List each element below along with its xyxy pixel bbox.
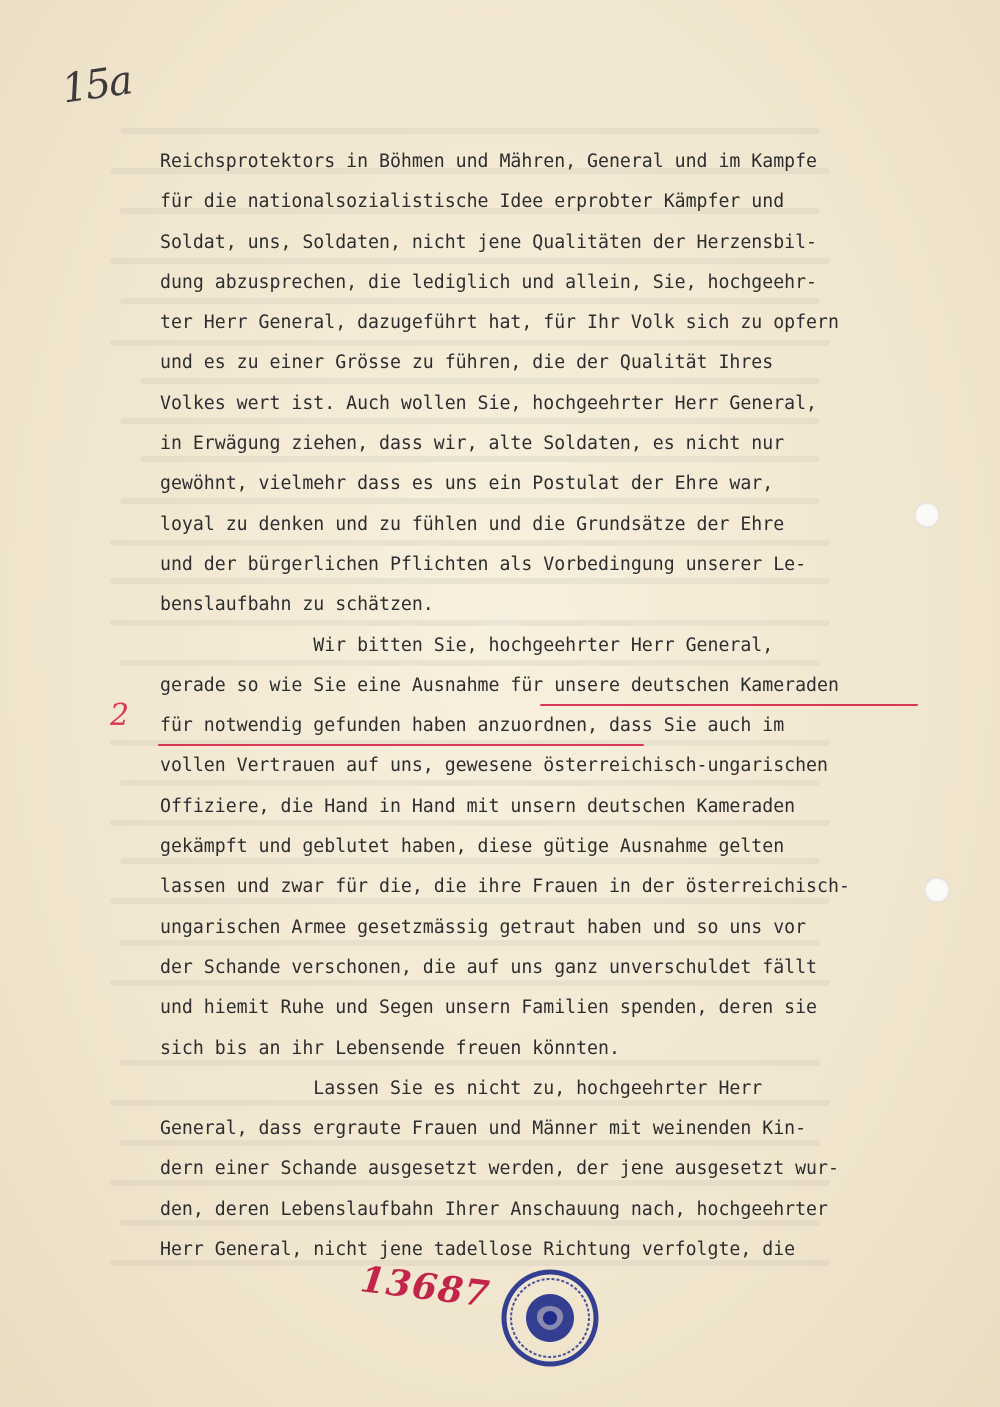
text-line: der Schande verschonen, die auf uns ganz unverschuldet fällt (160, 956, 817, 978)
text-line: vollen Vertrauen auf uns, gewesene österreichisch-ungarischen (160, 755, 828, 777)
text-line: lassen und zwar für die, die ihre Frauen in der österreichisch- (160, 876, 850, 898)
text-line: Offiziere, die Hand in Hand mit unsern deutschen Kameraden (160, 795, 796, 817)
text-line: für notwendig gefunden haben anzuordnen, dass Sie auch im (160, 715, 785, 737)
text-line: den, deren Lebenslaufbahn Ihrer Anschauung nach, hochgeehrter (160, 1198, 828, 1220)
text-line: Soldat, uns, Soldaten, nicht jene Qualitäten der Herzensbil- (160, 231, 817, 253)
folio-note: 15a (59, 57, 134, 113)
text-line: gekämpft und geblutet haben, diese gütige Ausnahme gelten (160, 836, 785, 858)
punch-hole-lower (924, 877, 950, 903)
text-line: Herr General, nicht jene tadellose Richtung verfolgte, die (160, 1239, 796, 1261)
text-line: ungarischen Armee gesetzmässig getraut haben und so uns vor (160, 916, 807, 938)
text-line: Wir bitten Sie, hochgeehrter Herr General, (160, 634, 774, 656)
archive-number: 13687 (357, 1258, 493, 1316)
text-line: loyal zu denken und zu fühlen und die Grundsätze der Ehre (160, 513, 785, 535)
text-line: ter Herr General, dazugeführt hat, für Ihr Volk sich zu opfern (160, 312, 839, 334)
text-line: dung abzusprechen, die lediglich und allein, Sie, hochgeehr- (160, 271, 817, 293)
text-line: Lassen Sie es nicht zu, hochgeehrter Herr (160, 1077, 763, 1099)
text-line: und der bürgerlichen Pflichten als Vorbedingung unserer Le- (160, 553, 807, 575)
text-line: Volkes wert ist. Auch wollen Sie, hochgeehrter Herr General, (160, 392, 817, 414)
text-line: gerade so wie Sie eine Ausnahme für unsere deutschen Kameraden (160, 674, 839, 696)
text-line: gewöhnt, vielmehr dass es uns ein Postulat der Ehre war, (160, 473, 774, 495)
text-line: für die nationalsozialistische Idee erprobter Kämpfer und (160, 191, 785, 213)
text-line: General, dass ergraute Frauen und Männer mit weinenden Kin- (160, 1118, 807, 1140)
margin-note: 2 (110, 698, 130, 733)
text-line: benslaufbahn zu schätzen. (160, 594, 434, 616)
text-line: sich bis an ihr Lebensende freuen könnten. (160, 1037, 620, 1059)
text-line: und hiemit Ruhe und Segen unsern Familien spenden, deren sie (160, 997, 817, 1019)
punch-hole-upper (914, 502, 940, 528)
archive-stamp-seal (500, 1268, 600, 1368)
text-line: und es zu einer Grösse zu führen, die der Qualität Ihres (160, 352, 774, 374)
text-line: in Erwägung ziehen, dass wir, alte Soldaten, es nicht nur (160, 433, 785, 455)
text-line: Reichsprotektors in Böhmen und Mähren, General und im Kampfe (160, 151, 817, 172)
typed-body-text (160, 142, 920, 1270)
text-line: dern einer Schande ausgesetzt werden, der jene ausgesetzt wur- (160, 1158, 839, 1180)
